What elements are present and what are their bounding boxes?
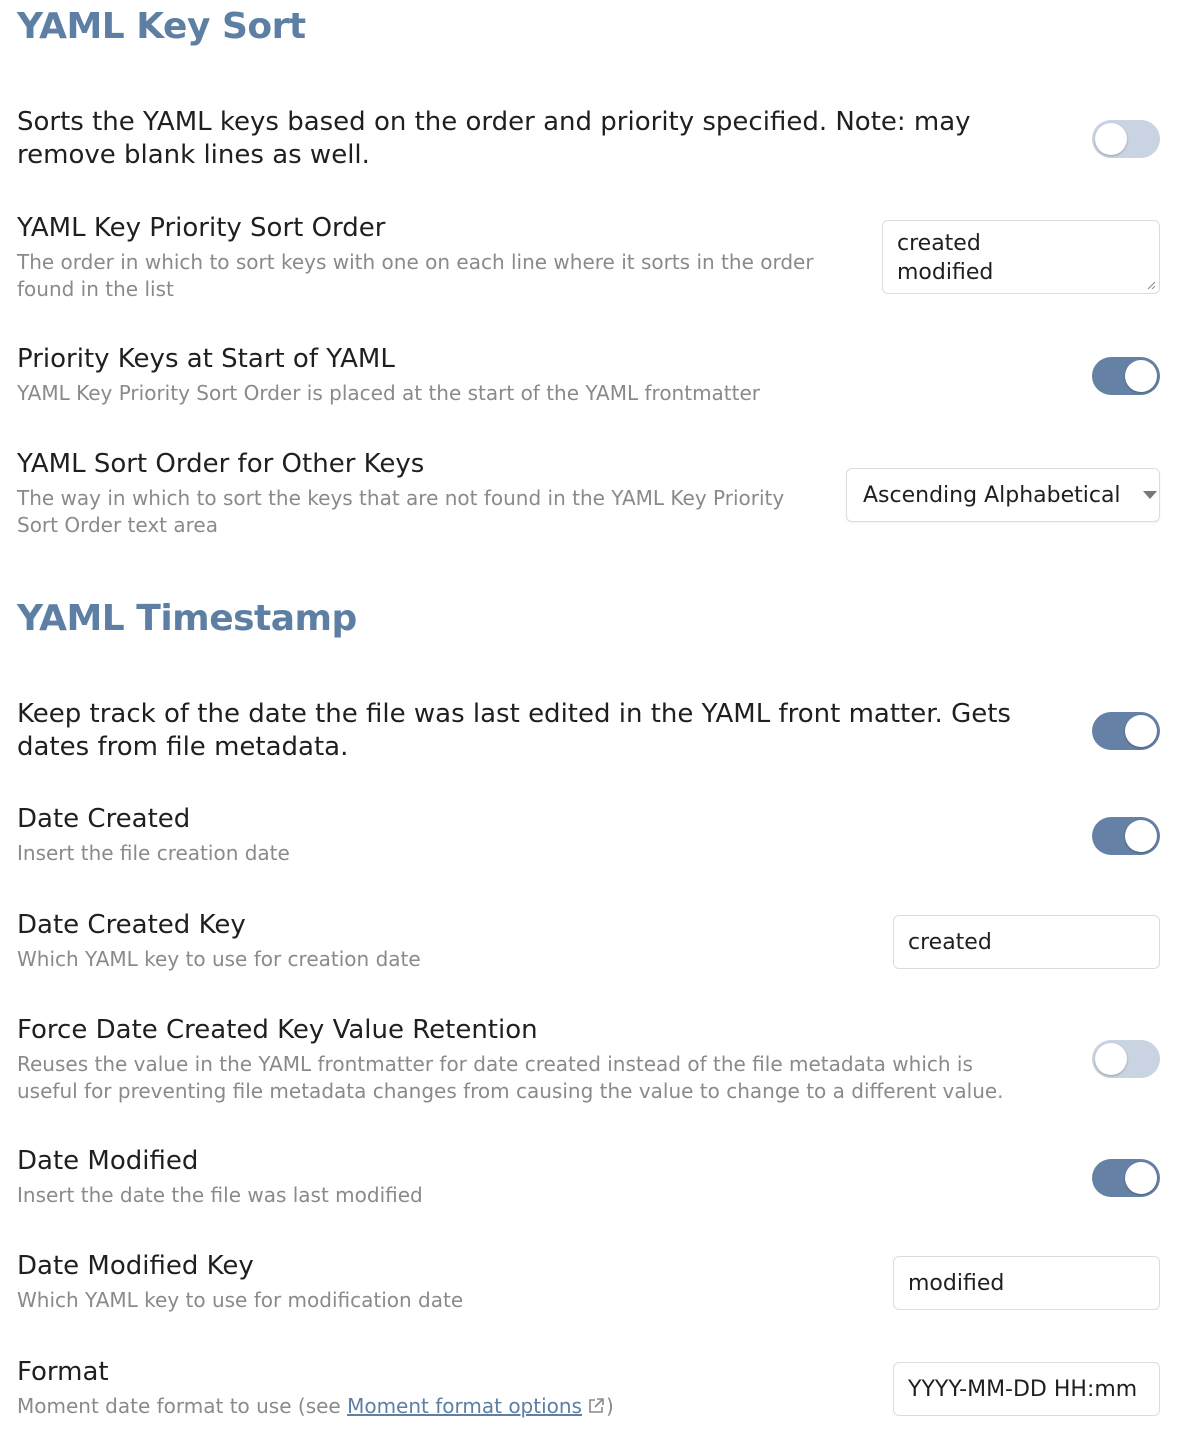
toggle-knob	[1095, 1043, 1127, 1075]
date-modified-toggle[interactable]	[1092, 1159, 1160, 1197]
priority-sort-order-wrapper	[882, 220, 1160, 294]
setting-date-modified	[17, 1145, 1160, 1215]
section-title-yaml-key-sort: YAML Key Sort	[17, 6, 306, 47]
date-modified-key-input[interactable]	[893, 1256, 1160, 1310]
setting-priority-keys-at-start	[17, 343, 1160, 413]
setting-description: Reuses the value in the YAML frontmatter for date created instead of the file metadata which is useful for preventing file metadata changes from causing the value to change to a different value.	[17, 1052, 1004, 1103]
setting-description: Insert the date the file was last modified	[17, 1183, 423, 1207]
setting-description	[17, 1393, 867, 1420]
setting-name: Date Created	[17, 804, 191, 834]
setting-name: Date Modified Key	[17, 1251, 254, 1281]
setting-name: YAML Key Priority Sort Order	[17, 213, 386, 243]
toggle-knob	[1125, 820, 1157, 852]
format-input[interactable]	[893, 1362, 1160, 1416]
setting-description: Which YAML key to use for creation date	[17, 947, 421, 971]
setting-priority-sort-order	[17, 212, 1160, 307]
section-title-yaml-timestamp: YAML Timestamp	[17, 598, 357, 639]
setting-description: Which YAML key to use for modification date	[17, 1288, 464, 1312]
yaml-timestamp-toggle[interactable]	[1092, 712, 1160, 750]
other-keys-sort-order-dropdown[interactable]	[846, 468, 1160, 522]
setting-format	[17, 1356, 1160, 1426]
setting-date-modified-key	[17, 1250, 1160, 1320]
format-description-prefix: Moment date format to use (see	[17, 1394, 348, 1418]
priority-keys-at-start-toggle[interactable]	[1092, 357, 1160, 395]
moment-format-options-link[interactable]: Moment format options	[347, 1394, 582, 1418]
toggle-knob	[1125, 1162, 1157, 1194]
date-created-toggle[interactable]	[1092, 817, 1160, 855]
setting-force-retention	[17, 1014, 1160, 1109]
setting-date-created-key	[17, 909, 1160, 979]
dropdown-selected-value: Ascending Alphabetical	[863, 482, 1121, 508]
setting-date-created	[17, 803, 1160, 873]
setting-name: Format	[17, 1357, 109, 1387]
chevron-down-icon	[1143, 491, 1157, 499]
toggle-knob	[1125, 715, 1157, 747]
date-created-key-input[interactable]	[893, 915, 1160, 969]
yaml-key-sort-toggle[interactable]	[1092, 120, 1160, 158]
setting-name: Date Created Key	[17, 910, 246, 940]
setting-description: The way in which to sort the keys that are not found in the YAML Key Priority Sort Order text area	[17, 486, 785, 537]
setting-yaml-key-sort-enable	[17, 106, 1160, 176]
setting-name: Date Modified	[17, 1146, 199, 1176]
setting-description: YAML Key Priority Sort Order is placed at the start of the YAML frontmatter	[17, 381, 761, 405]
setting-other-keys-sort-order	[17, 448, 1160, 543]
setting-name: Force Date Created Key Value Retention	[17, 1015, 538, 1045]
force-retention-toggle[interactable]	[1092, 1040, 1160, 1078]
priority-sort-order-textarea[interactable]	[882, 220, 1160, 294]
setting-name: Keep track of the date the file was last edited in the YAML front matter. Gets dates from file metadata.	[17, 699, 1011, 762]
setting-name: Sorts the YAML keys based on the order and priority specified. Note: may remove blank lines as well.	[17, 107, 971, 170]
setting-name: Priority Keys at Start of YAML	[17, 344, 395, 374]
setting-yaml-timestamp-enable	[17, 698, 1160, 768]
external-link-icon[interactable]	[586, 1396, 606, 1416]
setting-name: YAML Sort Order for Other Keys	[17, 449, 425, 479]
setting-description: Insert the file creation date	[17, 841, 290, 865]
toggle-knob	[1095, 123, 1127, 155]
toggle-knob	[1125, 360, 1157, 392]
setting-description: The order in which to sort keys with one on each line where it sorts in the order found in the list	[17, 250, 814, 301]
format-description-suffix: )	[605, 1394, 614, 1418]
